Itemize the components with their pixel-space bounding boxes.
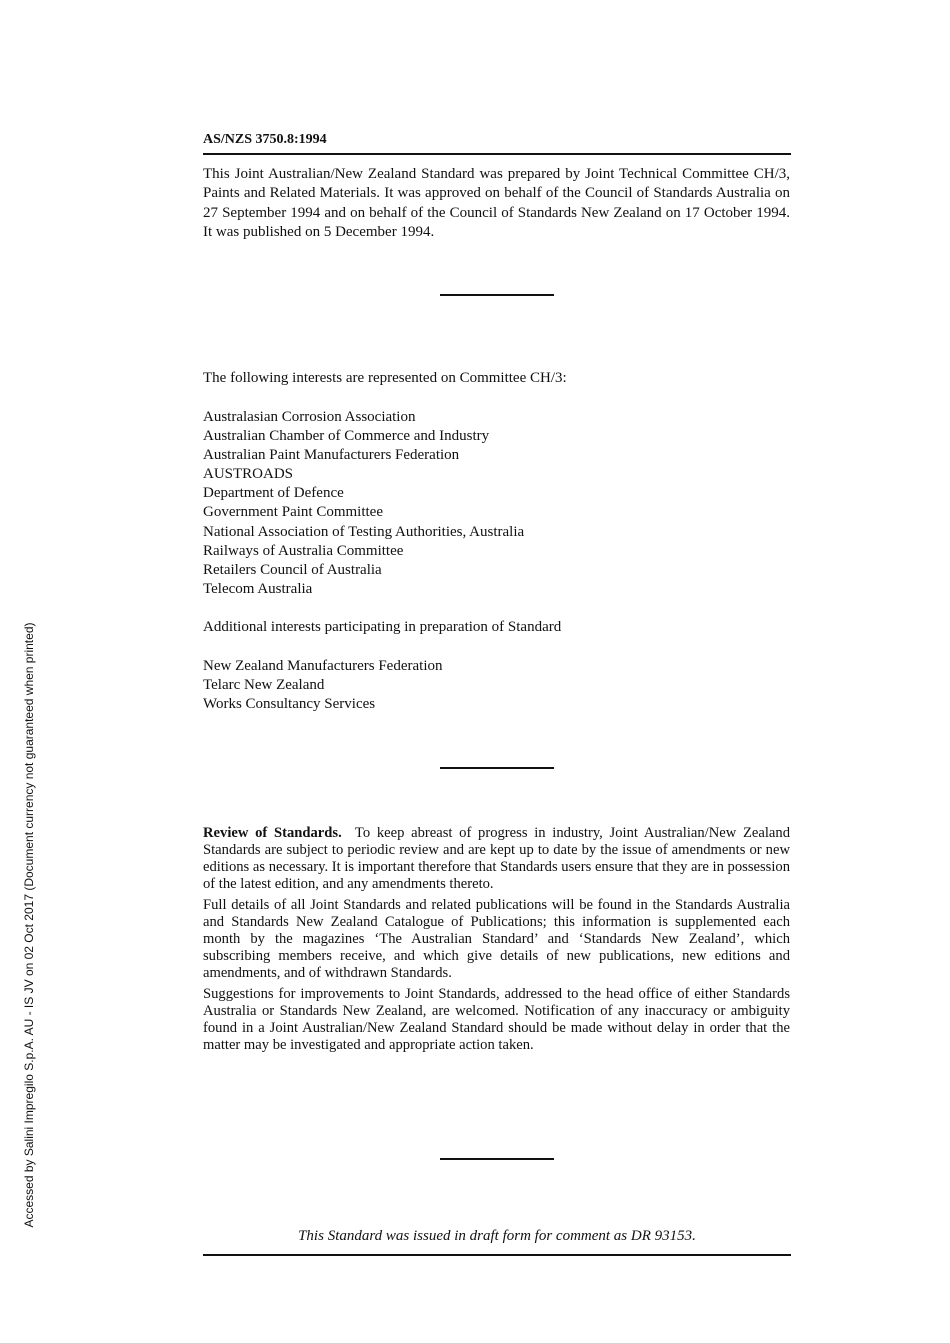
intro-paragraph: This Joint Australian/New Zealand Standard was prepared by Joint Technical Committee CH/3, Paints and Related Materials. It was approved on behalf of the Council of Standards Australia on 27 September 1994 and on behalf of the Council of Standards New Zealand on 17 October 1994. It was published on 5 December 1994. (203, 166, 790, 240)
header-rule (203, 153, 791, 155)
committee-member: Australian Paint Manufacturers Federation (203, 447, 460, 464)
committee-member: Government Paint Committee (203, 504, 383, 521)
committee-member: National Association of Testing Authorities, Australia (203, 523, 525, 540)
committee-member: Australasian Corrosion Association (203, 409, 416, 425)
section-divider (440, 1158, 554, 1160)
committee-member: Telecom Australia (203, 580, 313, 597)
additional-member-list (203, 657, 442, 714)
additional-member: Telarc New Zealand (203, 677, 325, 694)
committee-member: Railways of Australia Committee (203, 542, 404, 559)
document-id: AS/NZS 3750.8:1994 (203, 132, 327, 147)
review-paragraph-1 (203, 825, 790, 893)
review-title: Review of Standards. (203, 825, 342, 841)
review-paragraph-2: Full details of all Joint Standards and related publications will be found in the Standards Australia and Standards New Zealand Catalogue of Publications; this information is supplemented each month by the magazines ‘The Australian Standard’ and ‘Standards New Zealand’, which subscribing members receive, and which give details of new publications, new editions and amendments, and of withdrawn Standards. (203, 897, 790, 981)
review-text-1: To keep abreast of progress in industry, Joint Australian/New Zealand Standards are subject to periodic review and are kept up to date by the issue of amendments or new editions as necessary. It is important therefore that Standards users ensure that they are in possession of the latest edition, and any amendments thereto. (203, 825, 790, 892)
committee-member: Department of Defence (203, 485, 344, 502)
committee-member: Australian Chamber of Commerce and Industry (203, 428, 490, 445)
additional-interests-heading: Additional interests participating in preparation of Standard (203, 619, 562, 635)
additional-member: Works Consultancy Services (203, 696, 376, 713)
section-divider (440, 767, 554, 769)
review-section (203, 825, 790, 1058)
committee-member: AUSTROADS (203, 466, 294, 483)
draft-note: This Standard was issued in draft form for comment as DR 93153. (298, 1228, 696, 1244)
committee-member-list (203, 408, 524, 599)
additional-member: New Zealand Manufacturers Federation (203, 658, 443, 674)
access-watermark: Accessed by Salini Impregilo S.p.A. AU - IS JV on 02 Oct 2017 (Document currency not guaranteed when printed) (22, 622, 36, 1228)
committee-heading: The following interests are represented on Committee CH/3: (203, 370, 567, 386)
committee-member: Retailers Council of Australia (203, 561, 382, 578)
footer-rule (203, 1254, 791, 1256)
section-divider (440, 294, 554, 296)
review-paragraph-3: Suggestions for improvements to Joint Standards, addressed to the head office of either Standards Australia or Standards New Zealand, are welcomed. Notification of any inaccuracy or ambiguity found in a Joint Australian/New Zealand Standard should be made without delay in order that the matter may be investigated and appropriate action taken. (203, 986, 790, 1053)
